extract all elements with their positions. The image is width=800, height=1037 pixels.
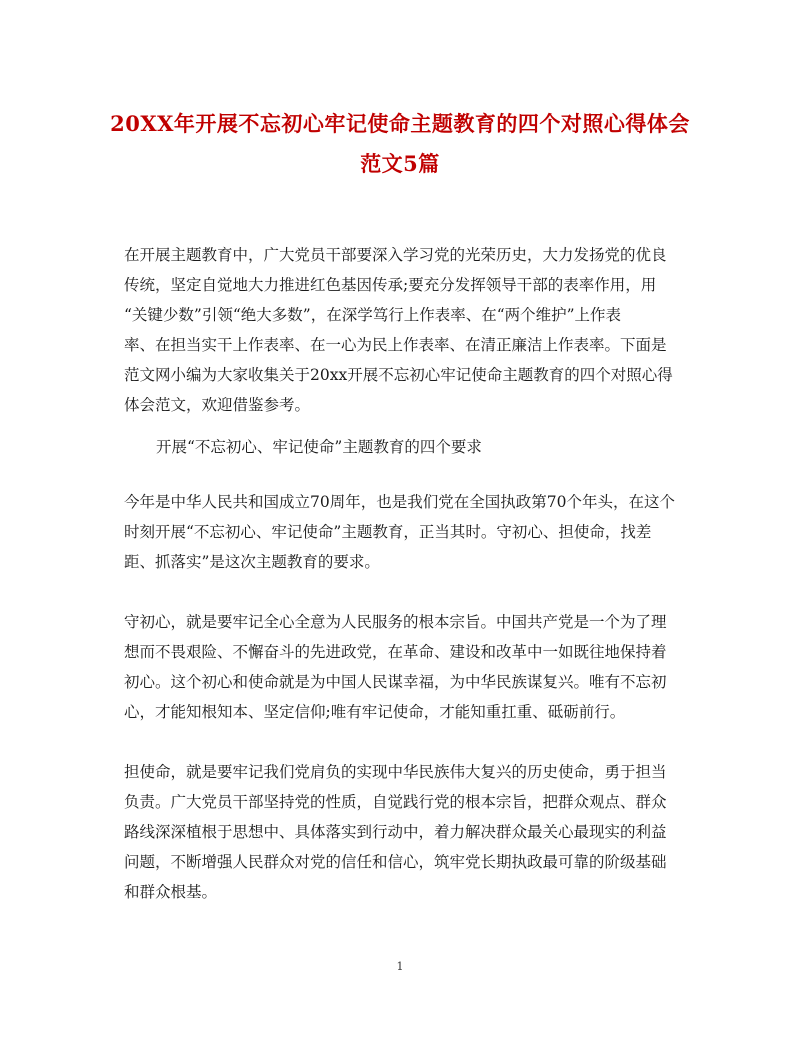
- paragraph-3: [124, 757, 684, 907]
- paragraph-line: 今年是中华人民共和国成立70周年，也是我们党在全国执政第70个年头，在这个: [124, 493, 675, 511]
- intro-paragraph: [124, 240, 684, 420]
- paragraph-line: 心，才能知根知本、坚定信仰;唯有牢记使命，才能知重扛重、砥砺前行。: [124, 703, 626, 721]
- intro-line: “关键少数”引领“绝大多数”，在深学笃行上作表率、在“两个维护”上作表: [124, 306, 622, 324]
- intro-line: 传统，坚定自觉地大力推进红色基因传承;要充分发挥领导干部的表率作用，用: [124, 276, 657, 294]
- intro-line: 在开展主题教育中，广大党员干部要深入学习党的光荣历史，大力发扬党的优良: [124, 246, 667, 264]
- paragraph-line: 路线深深植根于思想中、具体落实到行动中，着力解决群众最关心最现实的利益: [124, 823, 667, 841]
- document-title-line-2: 范文5篇: [360, 151, 440, 176]
- intro-line: 体会范文，欢迎借鉴参考。: [124, 396, 311, 414]
- paragraph-line: 距、抓落实”是这次主题教育的要求。: [124, 553, 380, 571]
- paragraph-line: 担使命，就是要牢记我们党肩负的实现中华民族伟大复兴的历史使命，勇于担当: [124, 763, 667, 781]
- paragraph-line: 负责。广大党员干部坚持党的性质，自觉践行党的根本宗旨，把群众观点、群众: [124, 793, 667, 811]
- paragraph-line: 初心。这个初心和使命就是为中国人民谋幸福，为中华民族谋复兴。唯有不忘初: [124, 673, 667, 691]
- paragraph-2: [124, 607, 684, 727]
- section-subheading: 开展“不忘初心、牢记使命”主题教育的四个要求: [156, 438, 482, 456]
- intro-line: 范文网小编为大家收集关于20xx开展不忘初心牢记使命主题教育的四个对照心得: [124, 366, 673, 384]
- paragraph-line: 想而不畏艰险、不懈奋斗的先进政党，在革命、建设和改革中一如既往地保持着: [124, 643, 667, 661]
- document-title-line-1: 20XX年开展不忘初心牢记使命主题教育的四个对照心得体会: [110, 111, 690, 136]
- paragraph-line: 问题，不断增强人民群众对党的信任和信心，筑牢党长期执政最可靠的阶级基础: [124, 853, 667, 871]
- paragraph-1: [124, 487, 684, 577]
- paragraph-line: 守初心，就是要牢记全心全意为人民服务的根本宗旨。中国共产党是一个为了理: [124, 613, 667, 631]
- paragraph-line: 时刻开展“不忘初心、牢记使命”主题教育，正当其时。守初心、担使命，找差: [124, 523, 652, 541]
- paragraph-line: 和群众根基。: [124, 883, 218, 901]
- page-number: 1: [396, 960, 404, 973]
- intro-line: 率、在担当实干上作表率、在一心为民上作表率、在清正廉洁上作表率。下面是: [124, 336, 667, 354]
